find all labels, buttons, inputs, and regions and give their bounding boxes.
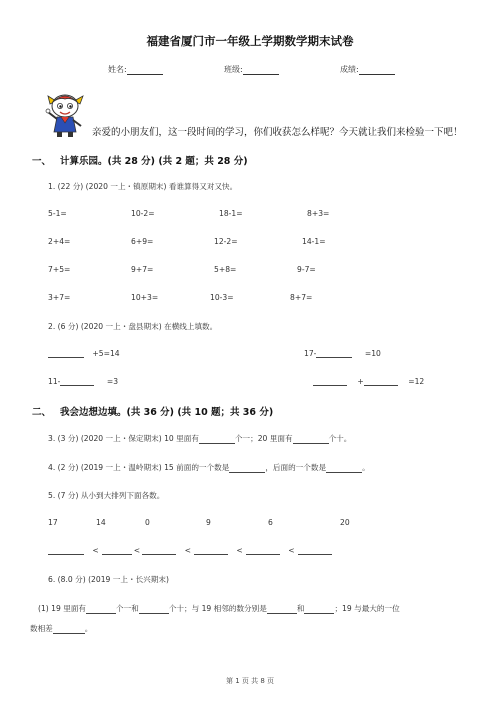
question-text: ；19 与最大的一位	[334, 604, 400, 613]
equation: 5-1=	[48, 209, 67, 218]
equation: 7+5=	[48, 265, 71, 274]
score-blank[interactable]	[359, 65, 395, 75]
equation-text: 11-	[48, 377, 61, 386]
fill-equation	[48, 349, 120, 358]
question-text: 个一和	[116, 604, 139, 613]
class-label: 班级:	[224, 65, 243, 74]
fill-equation	[304, 349, 381, 358]
equation-text: =12	[408, 377, 425, 386]
name-blank[interactable]	[127, 65, 163, 75]
question-text: 和	[296, 604, 305, 613]
answer-blank[interactable]	[86, 605, 116, 614]
answer-blank[interactable]	[313, 377, 347, 386]
class-field[interactable]	[224, 64, 279, 75]
answer-blank[interactable]	[48, 349, 84, 358]
number-item: 17	[48, 518, 58, 527]
class-blank[interactable]	[243, 65, 279, 75]
answer-blank[interactable]	[48, 546, 84, 555]
question-text: 4. (2 分) (2019 一上・温岭期末) 15 前面的一个数是	[48, 463, 230, 472]
equation-text: +	[357, 377, 364, 386]
equation: 5+8=	[214, 265, 237, 274]
number-item: 9	[206, 518, 211, 527]
question-text: 个十；与 19 相邻的数分别是	[168, 604, 267, 613]
question-4	[48, 462, 370, 473]
answer-blank[interactable]	[142, 546, 176, 555]
mascot-icon	[44, 90, 86, 138]
question-text: 个十。	[328, 434, 352, 443]
number-item: 20	[340, 518, 350, 527]
answer-blank[interactable]	[293, 435, 329, 444]
equation: 8+3=	[307, 209, 330, 218]
question-text: 。	[84, 624, 93, 633]
answer-blank[interactable]	[53, 625, 85, 634]
less-than-sign: <	[236, 546, 243, 555]
number-item: 6	[268, 518, 273, 527]
equation: 10-2=	[131, 209, 155, 218]
equation: 10+3=	[131, 293, 159, 302]
equation-text: =10	[364, 349, 381, 358]
answer-blank[interactable]	[267, 605, 297, 614]
answer-blank[interactable]	[298, 546, 332, 555]
score-label: 成绩:	[340, 65, 359, 74]
question-6: 6. (8.0 分) (2019 一上・长兴期末)	[48, 575, 169, 584]
equation: 14-1=	[302, 237, 326, 246]
answer-blank[interactable]	[316, 349, 352, 358]
name-label: 姓名:	[108, 65, 127, 74]
question-text: ，后面的一个数是	[265, 463, 327, 472]
question-1: 1. (22 分) (2020 一上・镇原期末) 看谁算得又对又快。	[48, 182, 238, 191]
equation-text: +5=14	[92, 349, 120, 358]
answer-blank[interactable]	[364, 377, 398, 386]
equation: 3+7=	[48, 293, 71, 302]
page-footer: 第 1 页 共 8 页	[225, 677, 275, 685]
answer-blank[interactable]	[139, 605, 169, 614]
section-2-heading	[32, 404, 273, 418]
intro-text: 亲爱的小朋友们，这一段时间的学习，你们收获怎么样呢？今天就让我们来检验一下吧！	[92, 127, 463, 138]
answer-blank[interactable]	[246, 546, 280, 555]
answer-blank[interactable]	[60, 377, 94, 386]
equation-text: =3	[106, 377, 119, 386]
section-2-number: 二、	[32, 407, 52, 418]
less-than-sign: <	[92, 546, 99, 555]
section-1-heading	[32, 153, 248, 167]
less-than-sign: <	[288, 546, 295, 555]
answer-blank[interactable]	[199, 435, 235, 444]
answer-blank[interactable]	[194, 546, 228, 555]
question-5: 5. (7 分) 从小到大排列下面各数。	[48, 491, 165, 500]
page-title: 福建省厦门市一年级上学期数学期末试卷	[146, 34, 354, 48]
question-6-part-1	[38, 603, 400, 614]
number-item: 0	[145, 518, 150, 527]
equation: 12-2=	[214, 237, 238, 246]
question-text: 。	[362, 463, 370, 472]
number-item: 14	[96, 518, 106, 527]
less-than-sign: <	[133, 546, 141, 555]
answer-blank[interactable]	[229, 464, 265, 473]
question-2: 2. (6 分) (2020 一上・盘县期末) 在横线上填数。	[48, 322, 218, 331]
equation: 10-3=	[210, 293, 234, 302]
fill-equation	[48, 377, 118, 386]
equation: 9-7=	[297, 265, 316, 274]
section-2-title: 我会边想边填。(共 36 分) (共 10 题；共 36 分)	[60, 407, 274, 418]
fill-equation	[313, 377, 424, 386]
ordering-blanks	[48, 546, 332, 555]
equation-text: 17-	[304, 349, 317, 358]
name-field[interactable]	[108, 64, 163, 75]
question-text: 数相差	[30, 624, 53, 633]
equation: 6+9=	[131, 237, 154, 246]
question-3	[48, 433, 351, 444]
less-than-sign: <	[184, 546, 191, 555]
question-text: 3. (3 分) (2020 一上・保定期末) 10 里面有	[48, 434, 199, 443]
section-1-number: 一、	[32, 156, 52, 167]
question-text: (1) 19 里面有	[38, 604, 87, 613]
equation: 18-1=	[219, 209, 243, 218]
equation: 8+7=	[290, 293, 313, 302]
equation: 9+7=	[131, 265, 154, 274]
section-1-title: 计算乐园。(共 28 分) (共 2 题；共 28 分)	[60, 156, 248, 167]
question-text: 个一；20 里面有	[234, 434, 293, 443]
answer-blank[interactable]	[326, 464, 362, 473]
answer-blank[interactable]	[304, 605, 334, 614]
answer-blank[interactable]	[102, 546, 132, 555]
question-6-part-1-cont	[30, 623, 92, 634]
score-field[interactable]	[340, 64, 395, 75]
equation: 2+4=	[48, 237, 71, 246]
